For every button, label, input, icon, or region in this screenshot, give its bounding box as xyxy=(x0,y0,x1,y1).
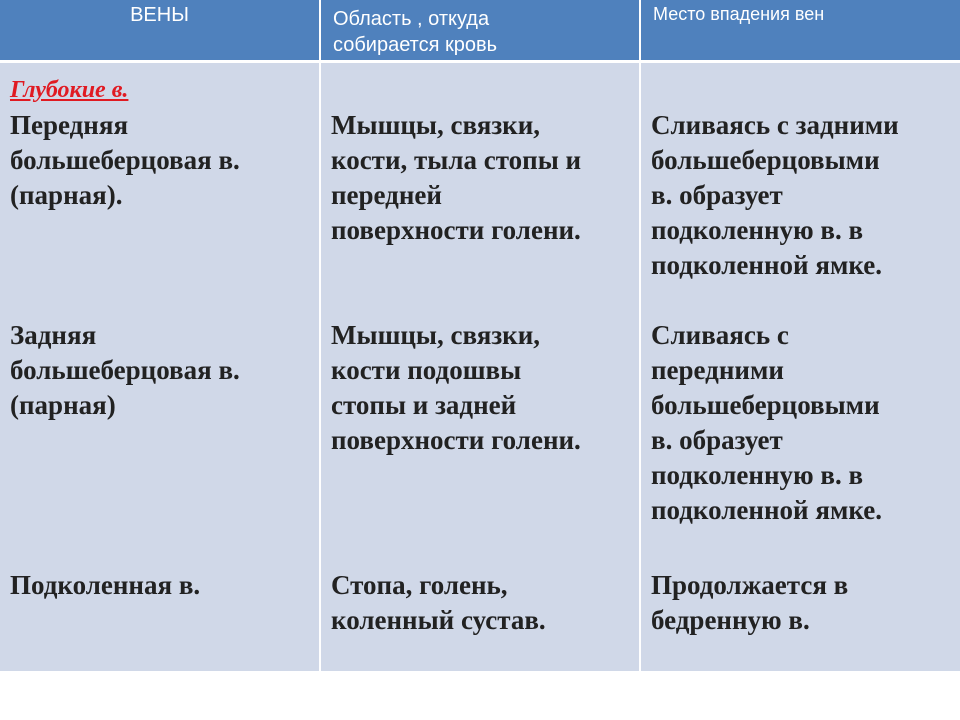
drain-column xyxy=(640,62,960,672)
vein-name-popliteal: Подколенная в. xyxy=(10,570,201,600)
drain-posterior-tibial: Сливаясь с передними большеберцовыми в. образует подколенную в. в подколенной ямке. xyxy=(651,320,882,525)
region-popliteal: Стопа, голень, коленный сустав. xyxy=(331,570,546,635)
header-veins-label: ВЕНЫ xyxy=(130,4,189,26)
vein-name-anterior-tibial: Передняя большеберцовая в. (парная). xyxy=(10,110,240,210)
region-posterior-tibial: Мышцы, связки, кости подошвы стопы и задней поверхности голени. xyxy=(331,320,581,455)
section-title: Глубокие в. xyxy=(10,77,129,103)
drain-anterior-tibial: Сливаясь с задними большеберцовыми в. образует подколенную в. в подколенной ямке. xyxy=(651,110,899,280)
header-region xyxy=(320,0,640,62)
header-veins xyxy=(0,0,320,62)
body-row xyxy=(0,62,960,672)
header-region-label: Область , откуда собирается кровь xyxy=(333,8,498,56)
header-drain xyxy=(640,0,960,62)
drain-popliteal: Продолжается в бедренную в. xyxy=(651,570,849,635)
vein-name-posterior-tibial: Задняя большеберцовая в. (парная) xyxy=(10,320,240,420)
veins-column xyxy=(0,62,320,672)
region-column xyxy=(320,62,640,672)
header-row xyxy=(0,0,960,62)
region-anterior-tibial: Мышцы, связки, кости, тыла стопы и передней поверхности голени. xyxy=(331,110,582,245)
header-drain-label: Место впадения вен xyxy=(653,4,825,24)
